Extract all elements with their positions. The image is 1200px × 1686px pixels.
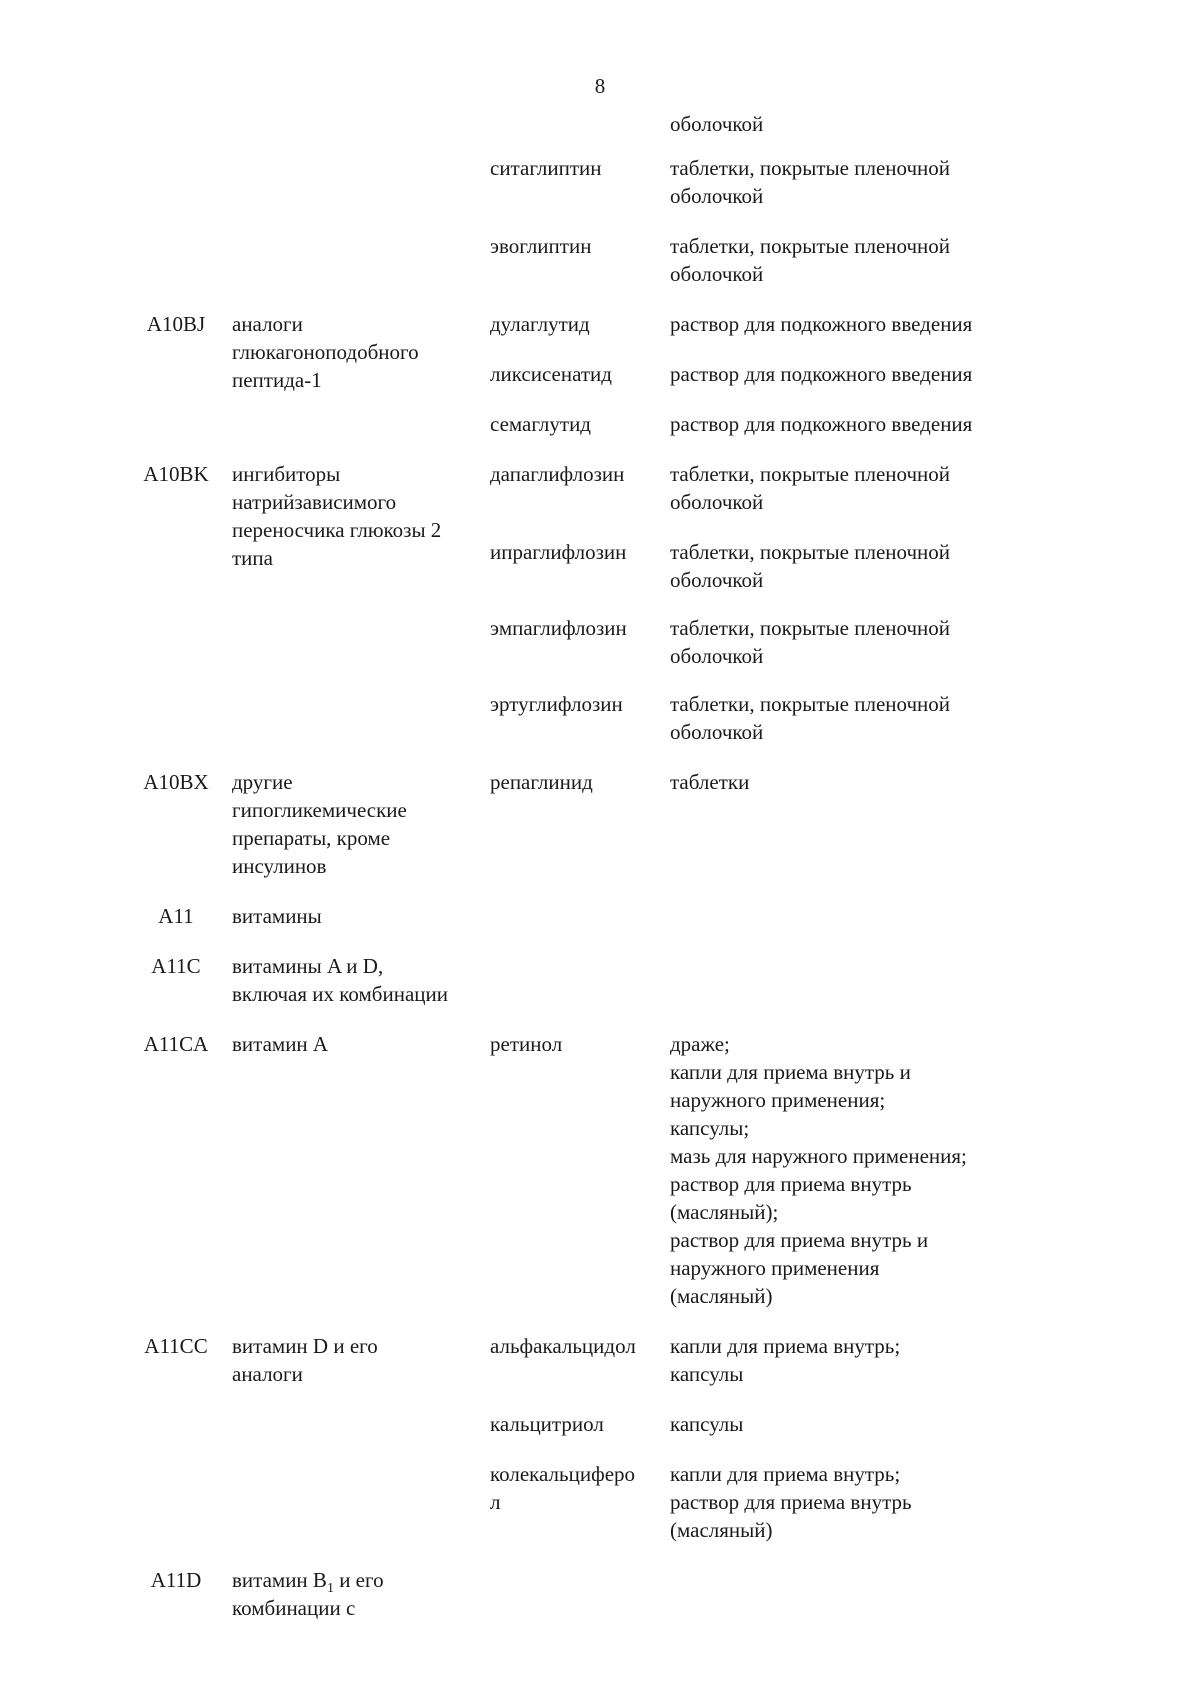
dosage-form-line: (масляный);	[670, 1200, 779, 1224]
dosage-form-line: наружного применения	[670, 1256, 880, 1280]
group-name-line: включая их комбинации	[232, 982, 448, 1006]
atc-code: A11CA	[143, 1032, 209, 1056]
dosage-form-line: оболочкой	[670, 262, 764, 286]
group-name-line: витамин D и его	[232, 1334, 378, 1358]
dosage-form-line: оболочкой	[670, 490, 764, 514]
atc-code: A11CC	[144, 1334, 208, 1358]
dosage-form-line: оболочкой	[670, 644, 764, 668]
drug-name: ипраглифлозин	[490, 540, 627, 564]
dosage-form-line: оболочкой	[670, 184, 764, 208]
group-name-line: переносчика глюкозы 2	[232, 518, 442, 542]
dosage-form-line: таблетки, покрытые пленочной	[670, 616, 951, 640]
drug-name: альфакальцидол	[490, 1334, 636, 1358]
dosage-form-line: капсулы;	[670, 1116, 750, 1140]
subscript: 1	[326, 1581, 334, 1597]
drug-name: репаглинид	[490, 770, 593, 794]
dosage-form-line: оболочкой	[670, 112, 764, 136]
dosage-form-line: капли для приема внутрь;	[670, 1334, 901, 1358]
group-name-line: натрийзависимого	[232, 490, 397, 514]
group-name-line: витамины A и D,	[232, 954, 384, 978]
drug-name: дулаглутид	[490, 312, 590, 336]
dosage-form-line: капли для приема внутрь;	[670, 1462, 901, 1486]
drug-name: л	[490, 1490, 501, 1514]
dosage-form-line: наружного применения;	[670, 1088, 886, 1112]
drug-name: семаглутид	[490, 412, 591, 436]
dosage-form-line: таблетки, покрытые пленочной	[670, 156, 951, 180]
dosage-form-line: капли для приема внутрь и	[670, 1060, 911, 1084]
atc-code: A11C	[151, 954, 201, 978]
group-name-line: препараты, кроме	[232, 826, 391, 850]
dosage-form-line: мазь для наружного применения;	[670, 1144, 967, 1168]
drug-name: ликсисенатид	[490, 362, 612, 386]
atc-code: A11D	[150, 1568, 202, 1592]
atc-code: A10BJ	[146, 312, 206, 336]
dosage-form-line: (масляный)	[670, 1518, 773, 1542]
page-number: 8	[594, 74, 606, 98]
drug-name: ретинол	[490, 1032, 563, 1056]
group-name-line: типа	[232, 546, 273, 570]
dosage-form-line: таблетки	[670, 770, 750, 794]
dosage-form-line: оболочкой	[670, 568, 764, 592]
group-name-line: гипогликемические	[232, 798, 407, 822]
dosage-form-line: оболочкой	[670, 720, 764, 744]
group-name-line: глюкагоноподобного	[232, 340, 419, 364]
dosage-form-line: раствор для приема внутрь	[670, 1490, 912, 1514]
dosage-form-line: драже;	[670, 1032, 730, 1056]
group-name-line: комбинации с	[232, 1596, 356, 1620]
atc-code: A10BK	[143, 462, 209, 486]
group-name-suffix: и его	[333, 1568, 384, 1592]
group-name-line: витамин A	[232, 1032, 329, 1056]
dosage-form-line: капсулы	[670, 1412, 744, 1436]
atc-code: A11	[158, 904, 194, 928]
group-name-line: ингибиторы	[232, 462, 341, 486]
group-name-line: инсулинов	[232, 854, 327, 878]
drug-name: кальцитриол	[490, 1412, 604, 1436]
dosage-form-line: таблетки, покрытые пленочной	[670, 462, 951, 486]
dosage-form-line: раствор для приема внутрь	[670, 1172, 912, 1196]
drug-name: эвоглиптин	[490, 234, 592, 258]
drug-name: ситаглиптин	[490, 156, 602, 180]
dosage-form-line: таблетки, покрытые пленочной	[670, 234, 951, 258]
group-name-line: пептида-1	[232, 368, 322, 392]
atc-code: A10BX	[143, 770, 209, 794]
drug-name: колекальциферо	[490, 1462, 636, 1486]
drug-name: дапаглифлозин	[490, 462, 625, 486]
drug-name: эмпаглифлозин	[490, 616, 627, 640]
dosage-form-line: раствор для подкожного введения	[670, 412, 973, 436]
group-name-line: аналоги	[232, 312, 303, 336]
dosage-form-line: капсулы	[670, 1362, 744, 1386]
group-name-line: другие	[232, 770, 293, 794]
dosage-form-line: раствор для приема внутрь и	[670, 1228, 929, 1252]
drug-name: эртуглифлозин	[490, 692, 623, 716]
group-name-line: витамины	[232, 904, 322, 928]
dosage-form-line: (масляный)	[670, 1284, 773, 1308]
group-name-line: аналоги	[232, 1362, 303, 1386]
dosage-form-line: раствор для подкожного введения	[670, 312, 973, 336]
dosage-form-line: раствор для подкожного введения	[670, 362, 973, 386]
group-name-text: витамин B	[232, 1568, 327, 1592]
dosage-form-line: таблетки, покрытые пленочной	[670, 692, 951, 716]
dosage-form-line: таблетки, покрытые пленочной	[670, 540, 951, 564]
